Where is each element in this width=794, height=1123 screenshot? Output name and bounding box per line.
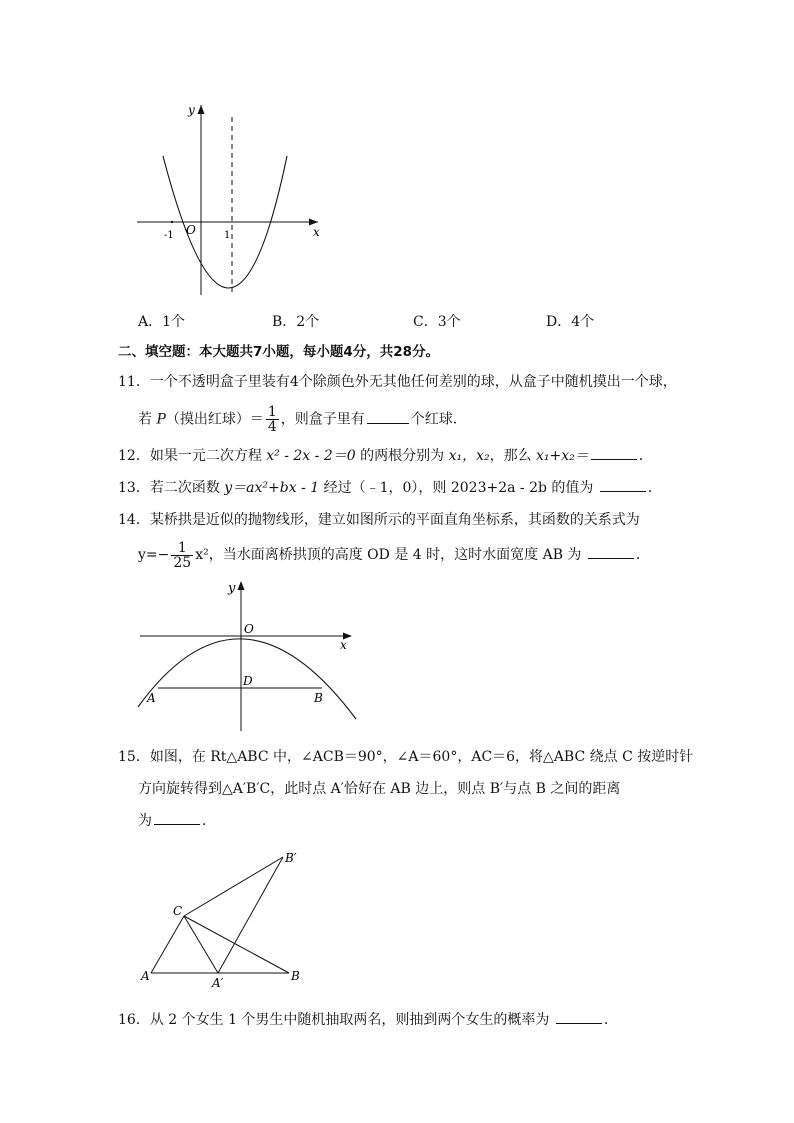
d-label: D [243, 674, 253, 688]
tick-one: 1 [224, 230, 231, 241]
y-label: y [188, 103, 195, 117]
origin-label: O [186, 223, 196, 237]
q11-p: P [156, 411, 166, 428]
y-axis-arrow [238, 581, 245, 590]
a-label: A [141, 969, 150, 983]
q14-fraction: $\frac{1}{25}$ [173, 539, 192, 571]
q12-blank [591, 458, 637, 460]
origin-label: O [244, 622, 254, 636]
q14-blank [588, 557, 634, 559]
b-label: B [314, 691, 323, 705]
q15-line1: 15．如图，在 Rt△ABC 中，∠ACB＝90°，∠A＝60°，AC＝6，将△ABC 绕点 C 按逆时针 [118, 749, 694, 765]
q15-line2: 方向旋转得到△A′B′C，此时点 A′恰好在 AB 边上，则点 B′与点 B 之间的距离 [138, 781, 621, 797]
q11-fraction: $\frac{1}{4}$ [267, 404, 277, 435]
b-label: B [291, 969, 300, 983]
c-label: C [173, 904, 183, 918]
segment-cb [184, 916, 289, 973]
a-prime-label: A′ [212, 976, 224, 990]
b-prime-label: B′ [285, 851, 297, 865]
q14-line1: 14．某桥拱是近似的抛物线形，建立如图所示的平面直角坐标系，其函数的关系式为 [118, 512, 640, 528]
bridge-arch-figure [130, 576, 362, 734]
triangle-rotation-figure [138, 845, 308, 990]
point-minus-one [171, 221, 173, 223]
q13-line: 13．若二次函数 y＝ax²+bx - 1 经过（﹣1，0），则 2023+2a - 2b 的值为 ． [118, 480, 662, 496]
x-label: x [340, 638, 347, 652]
a-label: A [147, 691, 156, 705]
q15-blank [154, 823, 200, 825]
segment-cb-prime [184, 857, 283, 916]
section-heading: 二、填空题：本大题共7小题，每小题4分，共28分。 [118, 344, 440, 360]
q11-blank [367, 422, 409, 424]
q16-line: 16．从 2 个女生 1 个男生中随机抽取两名，则抽到两个女生的概率为 ． [118, 1012, 618, 1028]
q14-line2: y=− $\frac{1}{25}$ x²，当水面离桥拱顶的高度 OD 是 4 时，这时水面宽度 AB 为 ． [138, 539, 650, 571]
segment-ac [151, 916, 184, 973]
q15-line3: 为 ． [138, 813, 216, 829]
choice-a: A．1个 [138, 314, 186, 330]
choice-c: C．3个 [413, 314, 461, 330]
q16-blank [556, 1022, 602, 1024]
y-label: y [228, 581, 236, 596]
segment-ca-prime [184, 916, 218, 973]
x-label: x [313, 225, 320, 239]
q13-blank [600, 490, 646, 492]
parabola-figure [128, 98, 328, 298]
tick-minus-one: -1 [164, 230, 174, 241]
segment-a-prime-b-prime [218, 857, 283, 973]
choice-d: D．4个 [546, 314, 595, 330]
q12-line: 12．如果一元二次方程 x² - 2x - 2＝0 的两根分别为 x₁，x₂，那么 x₁+x₂＝ ． [118, 448, 653, 464]
y-axis-arrow [198, 105, 205, 114]
q11-line1: 11．一个不透明盒子里装有4个除颜色外无其他任何差别的球，从盒子中随机摸出一个球， [118, 374, 677, 390]
choice-b: B．2个 [272, 314, 320, 330]
q11-line2: 若 P（摸出红球）＝ $\frac{1}{4}$ ，则盒子里有 个红球． [138, 404, 467, 435]
